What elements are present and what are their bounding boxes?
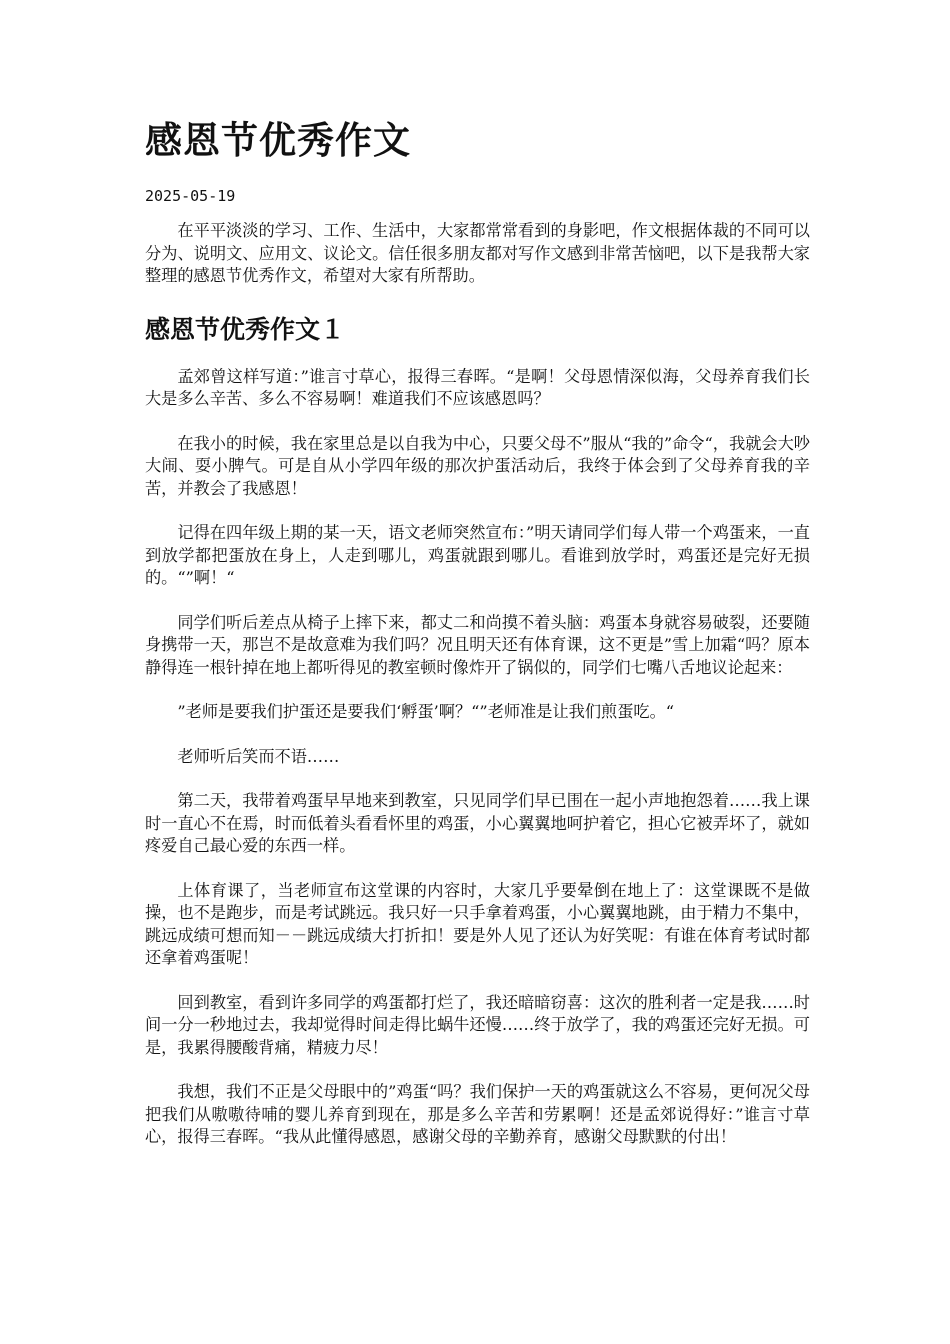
intro-paragraph: 在平平淡淡的学习、工作、生活中，大家都常常看到的身影吧，作文根据体裁的不同可以分为、说明文、应用文、议论文。信任很多朋友都对写作文感到非常苦恼吧，以下是我帮大家整理的感恩节优秀作文，希望对大家有所帮助。 <box>145 221 810 285</box>
body-paragraph: 第二天，我带着鸡蛋早早地来到教室，只见同学们早已围在一起小声地抱怨着……我上课时一直心不在焉，时而低着头看看怀里的鸡蛋，小心翼翼地呵护着它，担心它被弄坏了，就如疼爱自己最心爱的东西一样。 <box>145 791 810 855</box>
body-paragraph: ”老师是要我们护蛋还是要我们‘孵蛋’啊？“”老师准是让我们煎蛋吃。“ <box>177 702 675 721</box>
body-paragraph: 我想，我们不正是父母眼中的”鸡蛋“吗？我们保护一天的鸡蛋就这么不容易，更何况父母把我们从嗷嗷待哺的婴儿养育到现在，那是多么辛苦和劳累啊！还是孟郊说得好：”谁言寸草心，报得三春晖。“我从此懂得感恩，感谢父母的辛勤养育，感谢父母默默的付出！ <box>145 1082 810 1146</box>
body-paragraph: 在我小的时候，我在家里总是以自我为中心，只要父母不”服从“我的”命令“，我就会大吵大闹、耍小脾气。可是自从小学四年级的那次护蛋活动后，我终于体会到了父母养育我的辛苦，并教会了我感恩！ <box>145 433 810 498</box>
body-paragraph: 孟郊曾这样写道：”谁言寸草心，报得三春晖。“是啊！父母恩情深似海，父母养育我们长大是多么辛苦、多么不容易啊！难道我们不应该感恩吗？ <box>145 366 810 408</box>
document-title: 感恩节优秀作文 <box>145 118 411 162</box>
body-paragraph: 老师听后笑而不语…… <box>177 746 340 766</box>
document-date: 2025-05-19 <box>145 187 236 205</box>
section-heading: 感恩节优秀作文１ <box>145 314 346 344</box>
body-paragraph: 回到教室，看到许多同学的鸡蛋都打烂了，我还暗暗窃喜：这次的胜利者一定是我……时间一分一秒地过去，我却觉得时间走得比蜗牛还慢……终于放学了，我的鸡蛋还完好无损。可是，我累得腰酸背痛，精疲力尽！ <box>145 992 810 1057</box>
body-paragraph: 上体育课了，当老师宣布这堂课的内容时，大家几乎要晕倒在地上了：这堂课既不是做操，也不是跑步，而是考试跳远。我只好一只手拿着鸡蛋，小心翼翼地跳，由于精力不集中，跳远成绩可想而知－－跳远成绩大打折扣！要是外人见了还认为好笑呢：有谁在体育考试时都还拿着鸡蛋呢！ <box>145 880 810 967</box>
document-page <box>145 112 810 1171</box>
body-paragraph: 同学们听后差点从椅子上摔下来，都丈二和尚摸不着头脑：鸡蛋本身就容易破裂，还要随身携带一天，那岂不是故意难为我们吗？况且明天还有体育课，这不更是”雪上加霜“吗？原本静得连一根针掉在地上都听得见的教室顿时像炸开了锅似的，同学们七嘴八舌地议论起来： <box>145 612 810 677</box>
body-paragraph: 记得在四年级上期的某一天，语文老师突然宣布：”明天请同学们每人带一个鸡蛋来，一直到放学都把蛋放在身上，人走到哪儿，鸡蛋就跟到哪儿。看谁到放学时，鸡蛋还是完好无损的。“”啊！“ <box>145 523 810 587</box>
